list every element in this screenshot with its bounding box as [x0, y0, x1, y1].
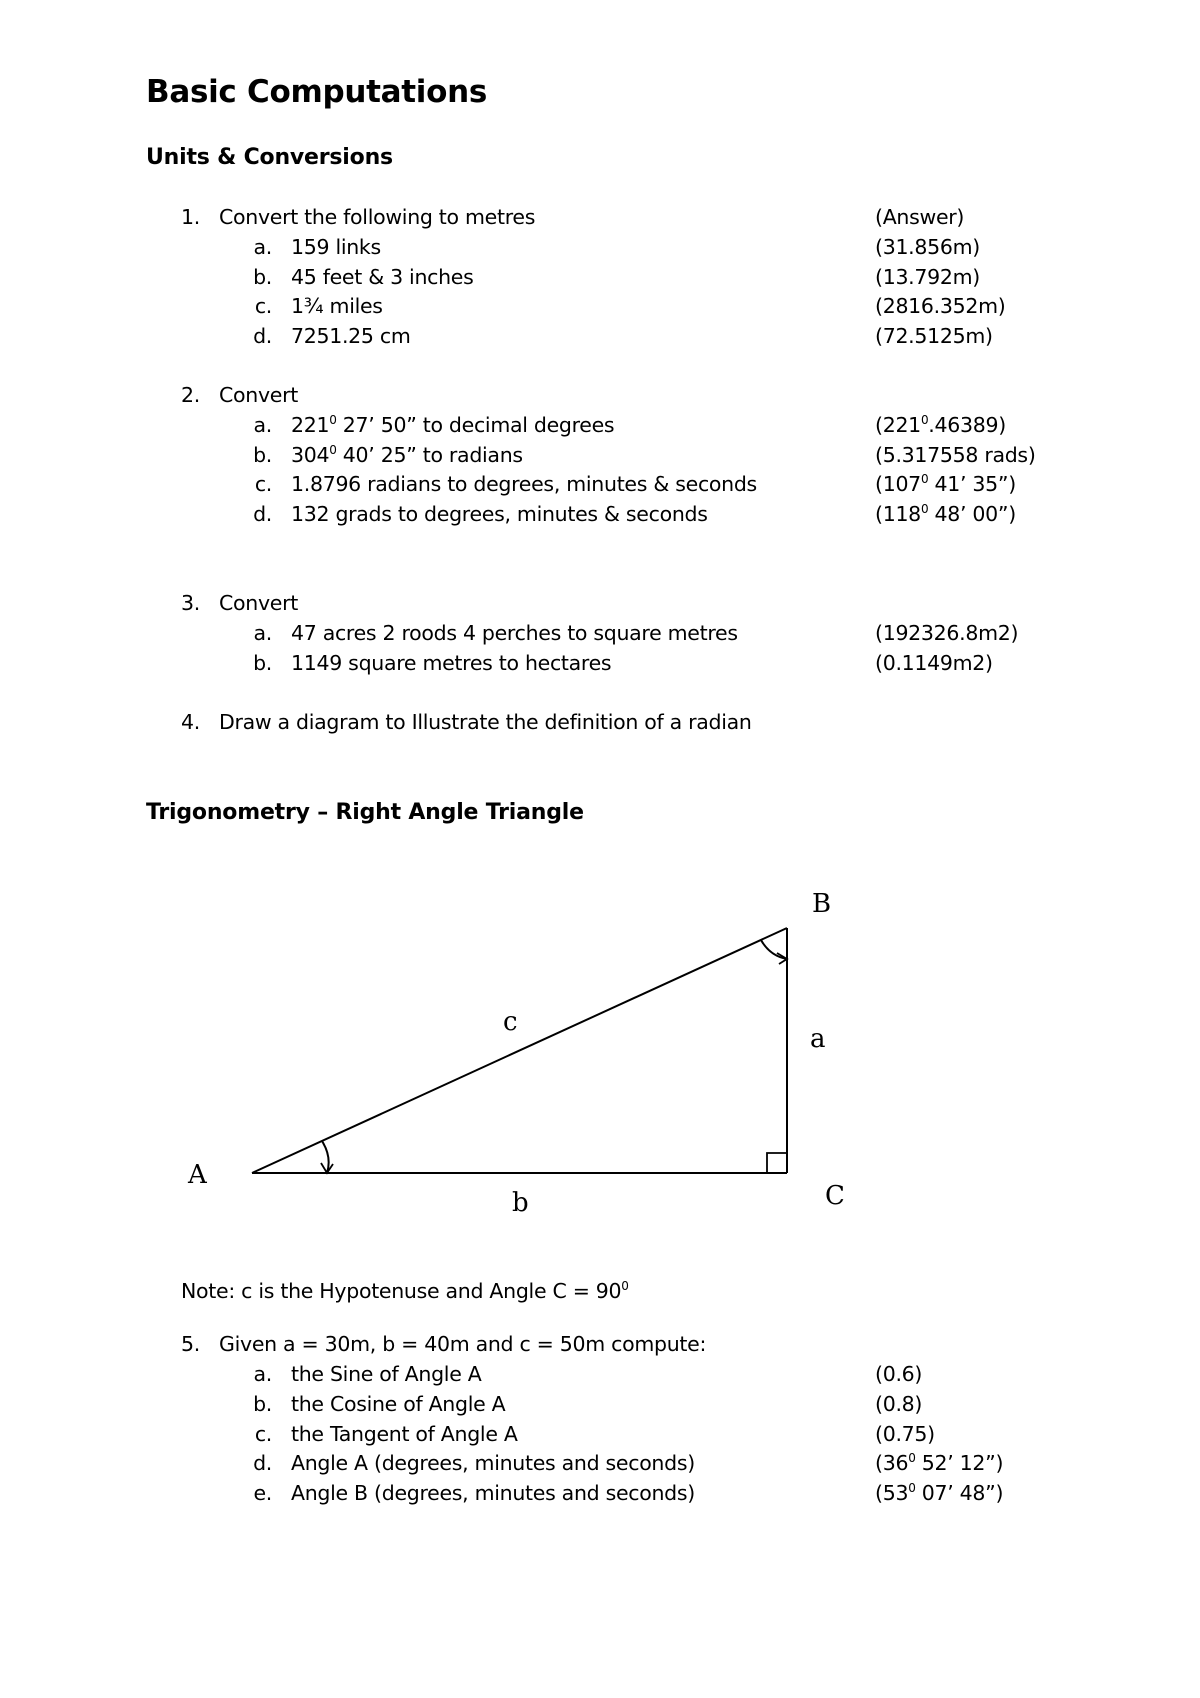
- item-text: 1¾ miles: [291, 294, 383, 318]
- item-answer: ($53^0$ 07’ 48”): [875, 1481, 1004, 1505]
- degree-mark: 0: [920, 502, 929, 517]
- item-text: 1.8796 radians to degrees, minutes & seconds: [291, 472, 757, 496]
- item-answer: (2816.352m): [875, 294, 1006, 318]
- angle-a-arrowhead: [321, 1163, 333, 1173]
- item-letter: b.: [253, 443, 272, 467]
- question-text: Convert the following to metres: [219, 205, 536, 229]
- item-answer: (72.5125m): [875, 324, 993, 348]
- item-letter: e.: [253, 1481, 272, 1505]
- item-letter: c.: [254, 472, 272, 496]
- question-number: 1.: [181, 205, 200, 229]
- item-letter: c.: [254, 1422, 272, 1446]
- item-letter: c.: [254, 294, 272, 318]
- item-answer: ($107^0$ 41’ 35”): [875, 472, 1016, 496]
- item-text: $304^0$ 40’ 25” to radians: [291, 443, 523, 467]
- item-text: Angle A (degrees, minutes and seconds): [291, 1451, 695, 1475]
- side-label-c: c: [503, 1007, 518, 1037]
- item-letter: a.: [253, 1362, 272, 1386]
- item-answer: (0.1149m2): [875, 651, 993, 675]
- degree-mark: 0: [621, 1279, 629, 1294]
- question-text: Given a = 30m, b = 40m and c = 50m compute:: [219, 1332, 707, 1356]
- side-label-a: a: [810, 1024, 826, 1054]
- item-letter: d.: [253, 324, 272, 348]
- item-letter: a.: [253, 621, 272, 645]
- degree-mark: 0: [908, 1451, 916, 1466]
- degree-mark: 0: [920, 413, 929, 428]
- question-number: 4.: [181, 710, 200, 734]
- item-text: $221^0$ 27’ 50” to decimal degrees: [291, 413, 615, 437]
- item-text: Angle B (degrees, minutes and seconds): [291, 1481, 695, 1505]
- question-number: 3.: [181, 591, 200, 615]
- page-title: Basic Computations: [146, 74, 488, 110]
- question-text: Convert: [219, 383, 298, 407]
- item-answer: (0.6): [875, 1362, 923, 1386]
- degree-mark: 0: [920, 472, 929, 487]
- angle-a-arc: [322, 1141, 329, 1173]
- item-letter: a.: [253, 413, 272, 437]
- right-triangle-diagram: [170, 860, 890, 1220]
- degree-mark: 0: [329, 413, 337, 428]
- note-text: Note: c is the Hypotenuse and Angle $C = 90^0$: [181, 1279, 629, 1303]
- question-number: 5.: [181, 1332, 200, 1356]
- question-text: Convert: [219, 591, 298, 615]
- item-answer: (0.8): [875, 1392, 923, 1416]
- item-answer: $(221^0.46389)$: [875, 413, 1006, 437]
- section-heading-trig: Trigonometry – Right Angle Triangle: [146, 800, 584, 825]
- item-letter: b.: [253, 651, 272, 675]
- item-answer: ($36^0$ 52’ 12”): [875, 1451, 1004, 1475]
- degree-mark: 0: [908, 1481, 916, 1496]
- item-text: 47 acres 2 roods 4 perches to square metres: [291, 621, 738, 645]
- item-answer: (192326.8m2): [875, 621, 1019, 645]
- item-text: the Tangent of Angle A: [291, 1422, 518, 1446]
- degree-mark: 0: [329, 443, 337, 458]
- item-text: 132 grads to degrees, minutes & seconds: [291, 502, 708, 526]
- item-letter: b.: [253, 265, 272, 289]
- item-letter: d.: [253, 1451, 272, 1475]
- hypotenuse-line: [252, 928, 787, 1173]
- item-text: 1149 square metres to hectares: [291, 651, 612, 675]
- item-letter: a.: [253, 235, 272, 259]
- item-answer: (5.317558 rads): [875, 443, 1036, 467]
- vertex-label-b: B: [812, 889, 832, 919]
- section-heading-units: Units & Conversions: [146, 145, 393, 170]
- item-answer: (0.75): [875, 1422, 935, 1446]
- item-text: 7251.25 cm: [291, 324, 411, 348]
- side-label-b: b: [512, 1188, 529, 1218]
- vertex-label-c: C: [825, 1181, 845, 1211]
- vertex-label-a: A: [188, 1160, 207, 1190]
- right-angle-marker: [767, 1153, 787, 1173]
- answer-header: (Answer): [875, 205, 965, 229]
- item-text: 45 feet & 3 inches: [291, 265, 474, 289]
- item-answer: ($118^0$ 48’ 00”): [875, 502, 1016, 526]
- item-answer: (31.856m): [875, 235, 980, 259]
- item-text: the Cosine of Angle A: [291, 1392, 506, 1416]
- item-answer: (13.792m): [875, 265, 980, 289]
- item-text: 159 links: [291, 235, 381, 259]
- question-text: Draw a diagram to Illustrate the definition of a radian: [219, 710, 752, 734]
- item-letter: b.: [253, 1392, 272, 1416]
- question-number: 2.: [181, 383, 200, 407]
- item-letter: d.: [253, 502, 272, 526]
- item-text: the Sine of Angle A: [291, 1362, 482, 1386]
